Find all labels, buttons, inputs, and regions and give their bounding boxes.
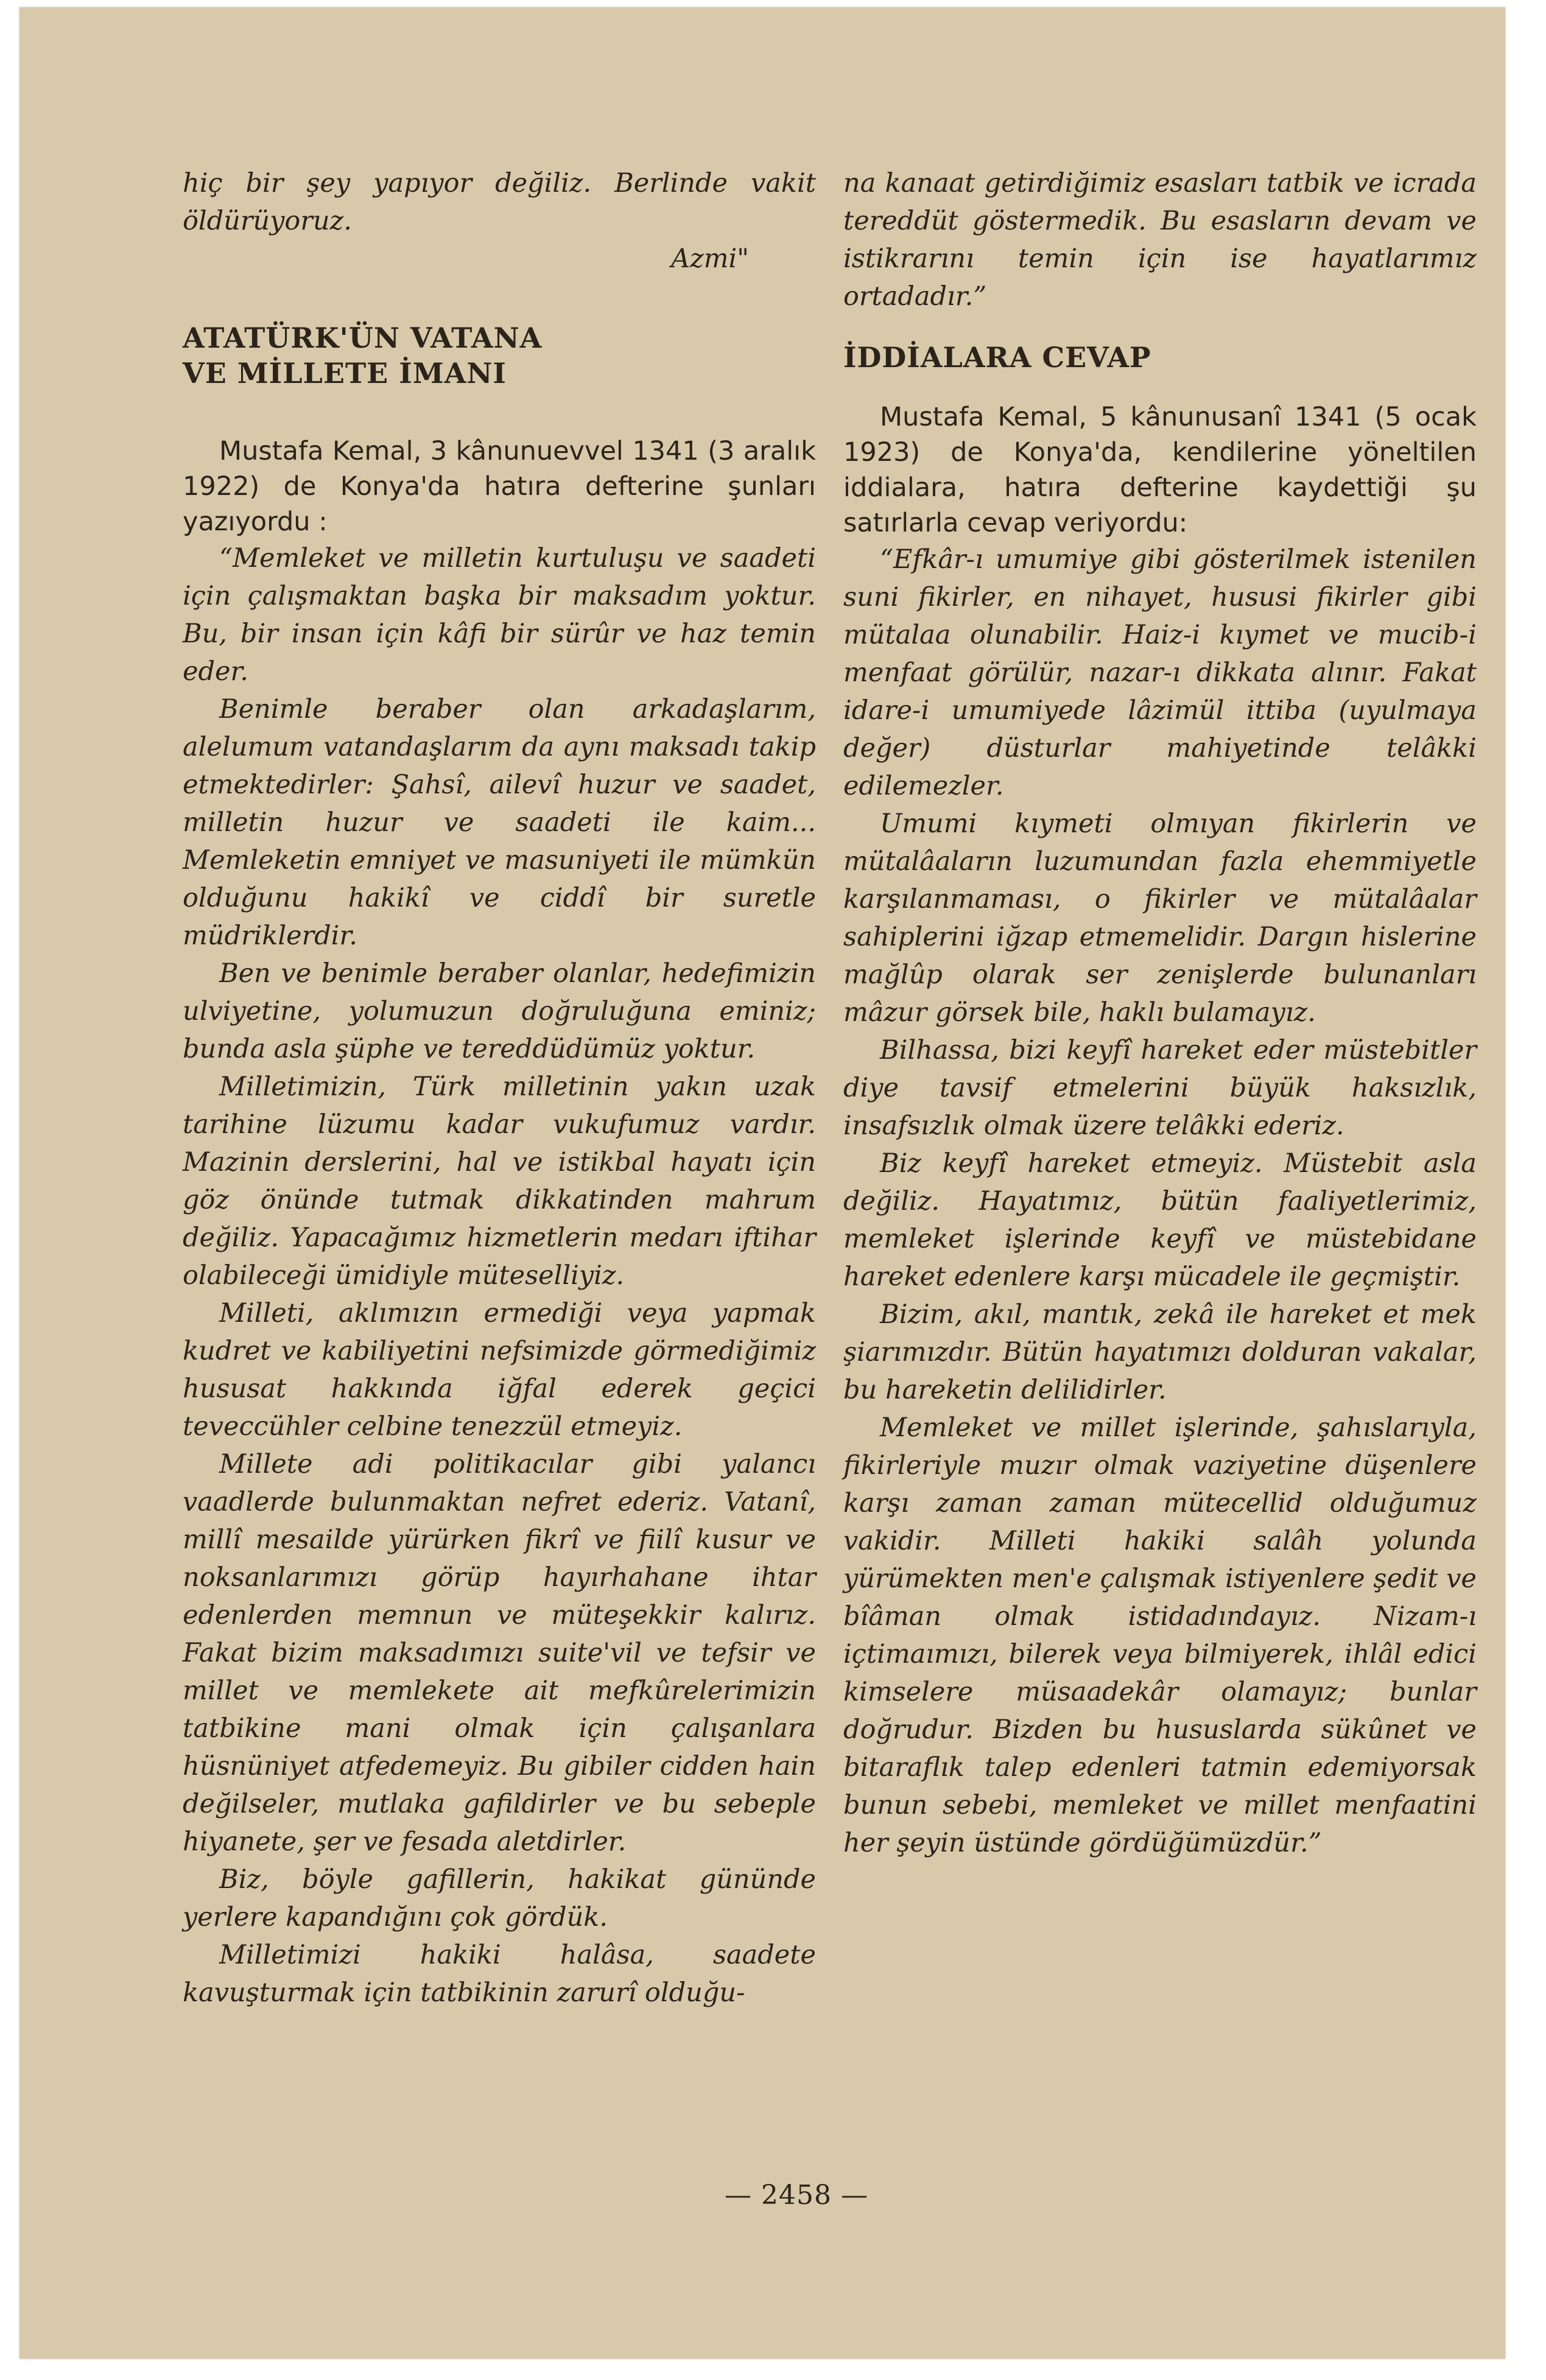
left-lead-paragraph: Mustafa Kemal, 3 kânunuevvel 1341 (3 aralık 1922) de Konya'da hatıra defterine şunları yazıyordu : [183,436,816,537]
left-column [183,164,816,2012]
section-heading-ataturk-line2: VE MİLLETE İMANI [183,357,507,390]
left-paragraph-2: Benimle beraber olan arkadaşlarım, alelumum vatandaşlarım da aynı maksadı takip etmektedirler: Şahsî, ailevî huzur ve saadet, milletin huzur ve saadeti ile kaim... Memleketin emniyet ve masuniyeti ile mümkün olduğunu hakikî ve ciddî bir suretle müdriklerdir. [183,694,816,951]
right-column [843,164,1477,1862]
right-paragraph-1: “Efkâr-ı umumiye gibi gösterilmek istenilen suni fikirler, en nihayet, hususi fikirler gibi mütalaa olunabilir. Haiz-i kıymet ve mucib-i menfaat görülür, nazar-ı dikkata alınır. Fakat idare-i umumiyede lâzimül ittiba (uyulmaya değer) düsturlar mahiyetinde telâkki edilemezler. [843,544,1477,801]
author-signature: Azmi" [670,244,749,274]
right-paragraph-4: Biz keyfî hareket etmeyiz. Müstebit asla değiliz. Hayatımız, bütün faaliyetlerimiz, memleket işlerinde keyfî ve müstebidane hareket edenlere karşı mücadele ile geçmiştir. [843,1148,1477,1292]
right-paragraph-6: Memleket ve millet işlerinde, şahıslarıyla, fikirleriyle muzır olmak vaziyetine düşenlere karşı zaman zaman mütecellid olduğumuz vakidir. Milleti hakiki salâh yolunda yürümekten men'e çalışmak istiyenlere şedit ve bîâman olmak istidadındayız. Nizam-ı içtimaımızı, bilerek veya bilmiyerek, ihlâl edici kimselere müsaadekâr olamayız; bunlar doğrudur. Bizden bu hususlarda sükûnet ve bitaraflık talep edenleri tatmin edemiyorsak bunun sebebi, memleket ve millet menfaatini her şeyin üstünde gördüğümüzdür.” [843,1413,1477,1858]
right-paragraph-5: Bizim, akıl, mantık, zekâ ile hareket et mek şiarımızdır. Bütün hayatımızı dolduran vakalar, bu hareketin delilidirler. [843,1299,1477,1405]
left-paragraph-8: Milletimizi hakiki halâsa, saadete kavuşturmak için tatbikinin zarurî olduğu- [183,1940,816,2008]
left-paragraph-1: “Memleket ve milletin kurtuluşu ve saadeti için çalışmaktan başka bir maksadım yoktur. Bu, bir insan için kâfi bir sürûr ve haz temin eder. [183,543,816,687]
right-paragraph-3: Bilhassa, bizi keyfî hareket eder müstebitler diye tavsif etmelerini büyük haksızlık, insafsızlık olmak üzere telâkki ederiz. [843,1035,1477,1141]
section-heading-iddialara-cevap: İDDİALARA CEVAP [843,341,1151,374]
right-intro-text: na kanaat getirdiğimiz esasları tatbik ve icrada tereddüt göstermedik. Bu esasların devam ve istikrarını temin için ise hayatlarımız ortadadır.” [843,168,1477,312]
left-paragraph-3: Ben ve benimle beraber olanlar, hedefimizin ulviyetine, yolumuzun doğruluğuna eminiz; bunda asla şüphe ve tereddüdümüz yoktur. [183,958,816,1064]
page-number: — 2458 — [725,2180,868,2211]
right-lead-paragraph: Mustafa Kemal, 5 kânunusanî 1341 (5 ocak 1923) de Konya'da, kendilerine yöneltilen iddialara, hatıra defterine kaydettiği şu satırlarla cevap veriyordu: [843,402,1477,538]
right-paragraph-2: Umumi kıymeti olmıyan fikirlerin ve mütalâaların luzumundan fazla ehemmiyetle karşılanmaması, o fikirler ve mütalâalar sahiplerini iğzap etmemelidir. Dargın hislerine mağlûp olarak ser zenişlerde bulunanları mâzur görsek bile, haklı bulamayız. [843,809,1477,1028]
left-paragraph-5: Milleti, aklımızın ermediği veya yapmak kudret ve kabiliyetini nefsimizde görmediğimiz hususat hakkında iğfal ederek geçici teveccühler celbine tenezzül etmeyiz. [183,1298,816,1442]
left-intro-text: hiç bir şey yapıyor değiliz. Berlinde vakit öldürüyoruz. [183,168,816,236]
left-paragraph-6: Millete adi politikacılar gibi yalancı vaadlerde bulunmaktan nefret ederiz. Vatanî, millî mesailde yürürken fikrî ve fiilî kusur ve noksanlarımızı görüp hayırhahane ihtar edenlerden memnun ve müteşekkir kalırız. Fakat bizim maksadımızı suite'vil ve tefsir ve millet ve memlekete ait mefkûrelerimizin tatbikine mani olmak için çalışanlara hüsnüniyet atfedemeyiz. Bu gibiler cidden hain değilseler, mutlaka gafildirler ve bu sebeple hiyanete, şer ve fesada aletdirler. [183,1449,816,1857]
section-heading-ataturk-line1: ATATÜRK'ÜN VATANA [183,321,543,354]
left-paragraph-4: Milletimizin, Türk milletinin yakın uzak tarihine lüzumu kadar vukufumuz vardır. Mazinin derslerini, hal ve istikbal hayatı için göz önünde tutmak dikkatinden mahrum değiliz. Yapacağımız hizmetlerin medarı iftihar olabileceği ümidiyle müteselliyiz. [183,1072,816,1291]
left-paragraph-7: Biz, böyle gafillerin, hakikat gününde yerlere kapandığını çok gördük. [183,1864,816,1932]
